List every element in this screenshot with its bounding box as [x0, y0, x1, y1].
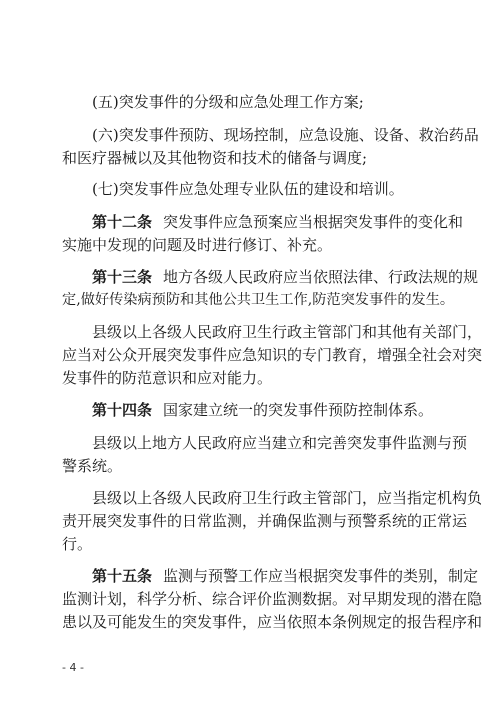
article-heading: 第十四条 [92, 401, 153, 419]
text-line: 定,做好传染病预防和其他公共卫生工作,防范突发事件的发生。 [62, 292, 455, 308]
text-line: 国家建立统一的突发事件预防控制体系。 [163, 401, 434, 419]
text-line: 监测计划，科学分析、综合评价监测数据。对早期发现的潜在隐 [62, 590, 483, 608]
text-line: 监测与预警工作应当根据突发事件的类别，制定 [163, 567, 479, 585]
text-line: (六)突发事件预防、现场控制，应急设施、设备、救治药品 [92, 126, 479, 144]
text-line: (七)突发事件应急处理专业队伍的建设和培训。 [92, 180, 404, 198]
text-line: 县级以上各级人民政府卫生行政主管部门，应当指定机构负 [92, 489, 483, 507]
text-line: 警系统。 [62, 457, 123, 475]
text-line: 责开展突发事件的日常监测，并确保监测与预警系统的正常运 [62, 512, 468, 530]
text-line: 县级以上各级人民政府卫生行政主管部门和其他有关部门， [92, 323, 483, 341]
article-heading: 第十五条 [92, 567, 153, 585]
text-line: 应当对公众开展突发事件应急知识的专门教育，增强全社会对突 [62, 346, 483, 364]
text-line: 行。 [62, 535, 93, 553]
page-number: - 4 - [62, 661, 84, 674]
text-line: 患以及可能发生的突发事件，应当依照本条例规定的报告程序和 [62, 613, 483, 631]
text-line: 地方各级人民政府应当依照法律、行政法规的规 [163, 268, 479, 286]
text-line: 县级以上地方人民政府应当建立和完善突发事件监测与预 [92, 434, 468, 452]
text-line: 实施中发现的问题及时进行修订、补充。 [62, 236, 333, 254]
text-line: 发事件的防范意识和应对能力。 [62, 369, 273, 387]
text-line: 突发事件应急预案应当根据突发事件的变化和 [163, 213, 464, 231]
text-line: (五)突发事件的分级和应急处理工作方案; [92, 93, 364, 111]
text-line: 和医疗器械以及其他物资和技术的储备与调度; [62, 149, 368, 167]
article-heading: 第十三条 [92, 268, 153, 286]
article-heading: 第十二条 [92, 213, 153, 231]
